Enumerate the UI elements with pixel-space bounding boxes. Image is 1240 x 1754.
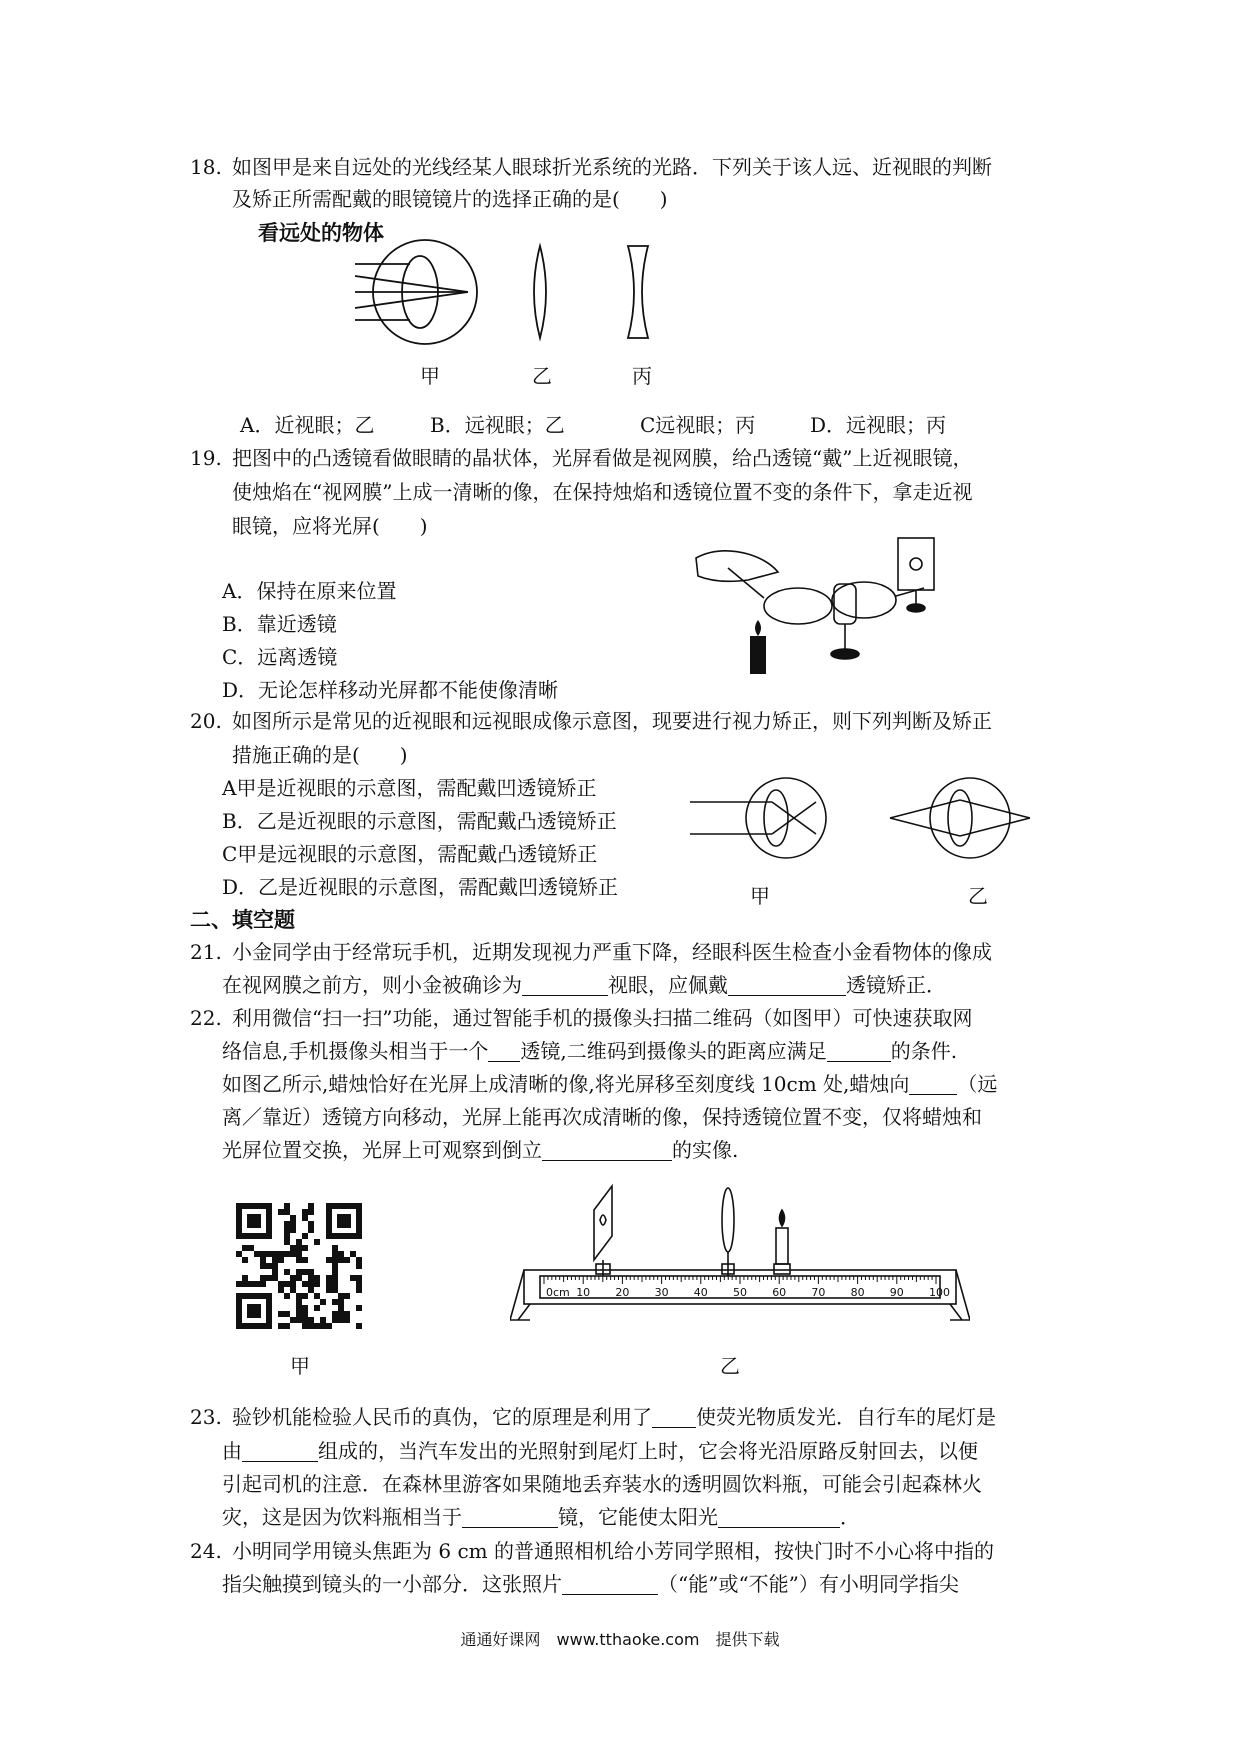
qr-module (242, 1245, 248, 1251)
answer-blank[interactable] (827, 1039, 891, 1062)
q18-label-bing: 丙 (632, 364, 652, 388)
qr-module (284, 1251, 290, 1257)
qr-module (278, 1281, 284, 1287)
qr-module (236, 1251, 242, 1257)
qr-module (272, 1257, 278, 1263)
qr-module (326, 1275, 332, 1281)
qr-module (308, 1209, 314, 1215)
qr-module (278, 1311, 284, 1317)
qr-module (308, 1317, 314, 1323)
answer-blank[interactable] (909, 1072, 957, 1095)
section-title: 二、填空题 (190, 908, 295, 932)
q18-label-yi: 乙 (532, 364, 552, 388)
answer-blank[interactable] (462, 1505, 558, 1528)
q24-line2: 指尖触摸到镜头的一小部分．这张照片 （“能”或“不能”）有小明同学指尖 (222, 1572, 959, 1596)
qr-module (284, 1233, 290, 1239)
qr-module (308, 1275, 314, 1281)
qr-module (296, 1299, 302, 1305)
qr-module (350, 1275, 356, 1281)
qr-module (290, 1227, 296, 1233)
qr-module (284, 1203, 290, 1209)
ruler-tick-label: 90 (889, 1286, 904, 1299)
qr-module (320, 1299, 326, 1305)
qr-module (248, 1281, 254, 1287)
q18-option-c: C远视眼；丙 (640, 413, 756, 437)
ruler-tick-label: 10 (576, 1286, 591, 1299)
q18-option-b: B．远视眼；乙 (430, 413, 565, 437)
qr-module (296, 1245, 302, 1251)
qr-module (290, 1287, 296, 1293)
qr-module (314, 1275, 320, 1281)
q19-option-a: A．保持在原来位置 (222, 579, 397, 603)
qr-module (302, 1323, 308, 1329)
answer-blank[interactable] (728, 973, 846, 996)
qr-module (338, 1257, 344, 1263)
qr-module (332, 1287, 338, 1293)
qr-module (296, 1275, 302, 1281)
qr-module (326, 1281, 332, 1287)
qr-module (290, 1221, 296, 1227)
qr-module (314, 1293, 320, 1299)
ruler-tick-label: 0cm (546, 1286, 570, 1299)
qr-module (278, 1209, 284, 1215)
q23-line2: 由 组成的，当汽车发出的光照射到尾灯上时，它会将光沿原路反射回去，以便 (222, 1439, 978, 1463)
qr-module (314, 1239, 320, 1245)
qr-module (284, 1281, 290, 1287)
qr-module (296, 1305, 302, 1311)
qr-module (284, 1269, 290, 1275)
qr-module (254, 1251, 260, 1257)
page-footer: 通通好课网 www.tthaoke.com 提供下载 (460, 1630, 780, 1649)
qr-module (314, 1305, 320, 1311)
qr-module (278, 1323, 284, 1329)
candle (750, 620, 766, 674)
qr-module (356, 1263, 362, 1269)
qr-module (302, 1311, 308, 1317)
qr-module (332, 1263, 338, 1269)
qr-module (356, 1287, 362, 1293)
qr-module (296, 1239, 302, 1245)
qr-module (320, 1317, 326, 1323)
qr-module (284, 1209, 290, 1215)
glasses-lens-right (832, 582, 896, 618)
answer-blank[interactable] (522, 973, 608, 996)
qr-module (284, 1311, 290, 1317)
q24-line1: 24. 小明同学用镜头焦距为 6 cm 的普通照相机给小芳同学照相，按快门时不小心将中指的 (190, 1539, 994, 1563)
q20-option-c: C甲是远视眼的示意图，需配戴凸透镜矫正 (222, 842, 598, 866)
qr-module (308, 1221, 314, 1227)
qr-module (302, 1215, 308, 1221)
qr-module (284, 1227, 290, 1233)
qr-module (332, 1317, 338, 1323)
optical-bench-figure (510, 1180, 970, 1330)
qr-module (302, 1293, 308, 1299)
qr-module (302, 1233, 308, 1239)
qr-module (326, 1323, 332, 1329)
qr-module (308, 1227, 314, 1233)
q23-line4: 灾，这是因为饮料瓶相当于 镜，它能使太阳光 ． (222, 1505, 860, 1529)
q22-line4: 离／靠近）透镜方向移动，光屏上能再次成清晰的像，保持透镜位置不变，仅将蜡烛和 (222, 1105, 982, 1129)
qr-module (290, 1245, 296, 1251)
qr-module (278, 1251, 284, 1257)
qr-module (284, 1239, 290, 1245)
qr-module (296, 1293, 302, 1299)
q20-option-d: D．乙是近视眼的示意图，需配戴凹透镜矫正 (222, 875, 619, 899)
qr-module (290, 1275, 296, 1281)
q19-option-d: D．无论怎样移动光屏都不能使像清晰 (222, 678, 559, 702)
q19-option-c: C．远离透镜 (222, 645, 338, 669)
qr-module (338, 1317, 344, 1323)
eye-diagram-jia (690, 778, 826, 858)
qr-module (284, 1293, 290, 1299)
q22-label-yi: 乙 (720, 1354, 740, 1378)
answer-blank[interactable] (488, 1039, 520, 1062)
qr-module (338, 1293, 344, 1299)
qr-module (326, 1257, 332, 1263)
eye-diagram-jia (355, 240, 477, 344)
qr-module (290, 1215, 296, 1221)
qr-code-image (236, 1203, 362, 1329)
qr-module (266, 1263, 272, 1269)
qr-module (296, 1317, 302, 1323)
lens (722, 1188, 734, 1252)
qr-module (302, 1305, 308, 1311)
q20-line2: 措施正确的是( ) (232, 743, 408, 767)
qr-module (242, 1257, 248, 1263)
ruler-tick-label: 60 (772, 1286, 787, 1299)
q18-figure-title: 看远处的物体 (258, 221, 384, 245)
qr-module (242, 1275, 248, 1281)
qr-module (308, 1323, 314, 1329)
answer-blank[interactable] (652, 1405, 696, 1428)
q23-line1: 23. 验钞机能检验人民币的真伪，它的原理是利用了 使荧光物质发光．自行车的尾灯是 (190, 1405, 996, 1429)
qr-module (314, 1323, 320, 1329)
q18-line1: 18. 如图甲是来自远处的光线经某人眼球折光系统的光路．下列关于该人远、近视眼的判断 (190, 155, 992, 179)
qr-module (332, 1257, 338, 1263)
qr-module (248, 1245, 254, 1251)
qr-module (302, 1317, 308, 1323)
qr-module (284, 1221, 290, 1227)
q18-eye-figure (330, 236, 690, 346)
concave-lens-bing (628, 246, 648, 338)
qr-module (332, 1251, 338, 1257)
ruler-tick-label: 70 (811, 1286, 826, 1299)
q19-line3: 眼镜，应将光屏( ) (232, 514, 428, 538)
qr-module (344, 1317, 350, 1323)
qr-module (344, 1311, 350, 1317)
qr-module (332, 1299, 338, 1305)
q19-line1: 19. 把图中的凸透镜看做眼睛的晶状体，光屏看做是视网膜，给凸透镜“戴”上近视眼镜， (190, 446, 973, 470)
q20-line1: 20. 如图所示是常见的近视眼和远视眼成像示意图，现要进行视力矫正，则下列判断及矫正 (190, 709, 992, 733)
qr-module (272, 1269, 278, 1275)
q19-experiment-figure (688, 528, 938, 678)
qr-module (266, 1251, 272, 1257)
q22-line1: 22. 利用微信“扫一扫”功能，通过智能手机的摄像头扫描二维码（如图甲）可快速获取网 (190, 1006, 973, 1030)
q20-label-jia: 甲 (750, 884, 770, 908)
candle (776, 1228, 788, 1264)
q20-eye-figure (680, 772, 1060, 872)
qr-module (296, 1251, 302, 1257)
qr-module (260, 1281, 266, 1287)
qr-module (296, 1257, 302, 1263)
qr-module (332, 1269, 338, 1275)
ruler-tick-label: 80 (850, 1286, 865, 1299)
qr-module (314, 1281, 320, 1287)
q23-line3: 引起司机的注意．在森林里游客如果随地丢弃装水的透明圆饮料瓶，可能会引起森林火 (222, 1472, 982, 1496)
qr-module (260, 1263, 266, 1269)
ruler-tick-label: 20 (615, 1286, 630, 1299)
qr-module (332, 1281, 338, 1287)
glasses-temple (728, 568, 764, 598)
hand-shape (696, 551, 778, 582)
qr-module (326, 1287, 332, 1293)
answer-blank[interactable] (718, 1505, 840, 1528)
qr-module (284, 1323, 290, 1329)
qr-module (302, 1269, 308, 1275)
qr-module (320, 1323, 326, 1329)
qr-module (344, 1257, 350, 1263)
qr-module (356, 1305, 362, 1311)
ruler-tick-label: 30 (654, 1286, 669, 1299)
qr-module (296, 1269, 302, 1275)
qr-module (266, 1275, 272, 1281)
q18-line2: 及矫正所需配戴的眼镜镜片的选择正确的是( ) (232, 187, 668, 211)
qr-module (302, 1281, 308, 1287)
qr-module (290, 1251, 296, 1257)
qr-module (260, 1251, 266, 1257)
q18-option-a: A．近视眼；乙 (240, 413, 375, 437)
qr-module (296, 1311, 302, 1317)
light-screen (898, 538, 934, 590)
qr-module (356, 1281, 362, 1287)
q20-option-a: A甲是近视眼的示意图，需配戴凹透镜矫正 (222, 776, 597, 800)
q22-line2: 络信息,手机摄像头相当于一个 透镜,二维码到摄像头的距离应满足 的条件. (222, 1039, 958, 1063)
qr-module (338, 1305, 344, 1311)
qr-module (302, 1209, 308, 1215)
qr-module (302, 1245, 308, 1251)
qr-module (242, 1281, 248, 1287)
glasses-lens-left (764, 588, 832, 624)
qr-module (356, 1257, 362, 1263)
q19-line2: 使烛焰在“视网膜”上成一清晰的像，在保持烛焰和透镜位置不变的条件下，拿走近视 (232, 480, 973, 504)
q22-line3: 如图乙所示,蜡烛恰好在光屏上成清晰的像,将光屏移至刻度线 10cm 处,蜡烛向 （远 (222, 1072, 998, 1096)
qr-module (308, 1281, 314, 1287)
answer-blank[interactable] (542, 1138, 672, 1161)
qr-module (260, 1275, 266, 1281)
qr-module (350, 1251, 356, 1257)
convex-lens-yi (534, 246, 546, 338)
ruler-tick-label: 100 (929, 1286, 950, 1299)
qr-module (308, 1203, 314, 1209)
qr-module (332, 1245, 338, 1251)
qr-module (272, 1251, 278, 1257)
qr-module (290, 1281, 296, 1287)
q20-option-b: B．乙是近视眼的示意图，需配戴凸透镜矫正 (222, 809, 617, 833)
ruler-tick-label: 40 (693, 1286, 708, 1299)
qr-module (338, 1251, 344, 1257)
q20-label-yi: 乙 (968, 884, 988, 908)
qr-module (236, 1281, 242, 1287)
qr-module (308, 1269, 314, 1275)
q21-line1: 21. 小金同学由于经常玩手机，近期发现视力严重下降，经眼科医生检查小金看物体的像成 (190, 940, 992, 964)
q22-line5: 光屏位置交换，光屏上可观察到倒立 的实像. (222, 1138, 739, 1162)
qr-module (356, 1275, 362, 1281)
qr-module (260, 1257, 266, 1263)
qr-module (272, 1263, 278, 1269)
answer-blank[interactable] (242, 1439, 318, 1462)
eye-diagram-yi (890, 778, 1030, 858)
q21-line2: 在视网膜之前方，则小金被确诊为 视眼，应佩戴 透镜矫正． (222, 973, 946, 997)
q22-label-jia: 甲 (290, 1354, 310, 1378)
qr-module (356, 1323, 362, 1329)
screen (594, 1186, 612, 1260)
qr-module (344, 1293, 350, 1299)
qr-module (278, 1257, 284, 1263)
qr-module (332, 1311, 338, 1317)
answer-blank[interactable] (562, 1572, 658, 1595)
qr-module (290, 1317, 296, 1323)
q19-option-b: B．靠近透镜 (222, 612, 337, 636)
qr-module (332, 1275, 338, 1281)
q18-label-jia: 甲 (420, 364, 440, 388)
qr-module (338, 1311, 344, 1317)
qr-module (254, 1281, 260, 1287)
ruler-tick-label: 50 (733, 1286, 747, 1299)
qr-module (278, 1287, 284, 1293)
qr-module (338, 1299, 344, 1305)
qr-module (308, 1287, 314, 1293)
qr-module (272, 1275, 278, 1281)
q18-option-d: D．远视眼；丙 (810, 413, 947, 437)
qr-module (302, 1257, 308, 1263)
